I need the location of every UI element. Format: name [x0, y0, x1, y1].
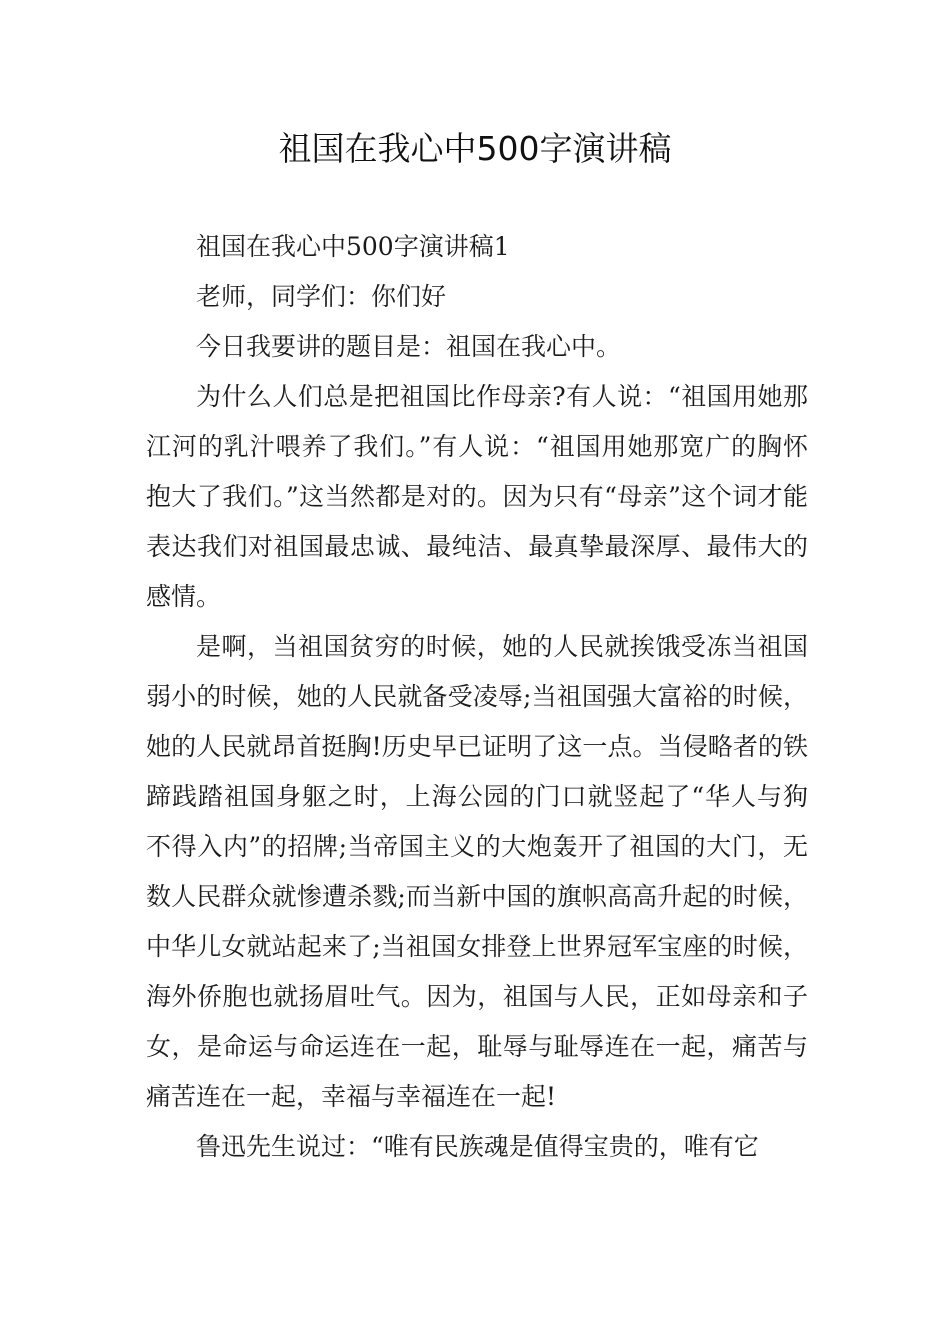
paragraph-greeting: 老师，同学们：你们好 [196, 282, 447, 311]
document-title: 祖国在我心中500字演讲稿 [278, 129, 672, 168]
paragraph-history: 是啊，当祖国贫穷的时候，她的人民就挨饿受冻当祖国弱小的时候，她的人民就备受凌辱;当祖国强大富裕的时候，她的人民就昂首挺胸!历史早已证明了这一点。当侵略者的铁蹄践踏祖国身躯之时，上海公园的门口就竖起了“华人与狗不得入内”的招牌;当帝国主义的大炮轰开了祖国的大门，无数人民群众就惨遭杀戮;而当新中国的旗帜高高升起的时候，中华儿女就站起来了;当祖国女排登上世界冠军宝座的时候，海外侨胞也就扬眉吐气。因为，祖国与人民，正如母亲和子女，是命运与命运连在一起，耻辱与耻辱连在一起，痛苦与痛苦连在一起，幸福与幸福连在一起! [146, 632, 808, 1111]
document-body [146, 222, 808, 1172]
paragraph-mother-metaphor: 为什么人们总是把祖国比作母亲?有人说：“祖国用她那江河的乳汁喂养了我们。”有人说：“祖国用她那宽广的胸怀抱大了我们。”这当然都是对的。因为只有“母亲”这个词才能表达我们对祖国最忠诚、最纯洁、最真挚最深厚、最伟大的感情。 [146, 382, 808, 611]
paragraph-lu-xun-quote: 鲁迅先生说过：“唯有民族魂是值得宝贵的，唯有它 [196, 1132, 759, 1161]
paragraph-topic: 今日我要讲的题目是：祖国在我心中。 [196, 332, 622, 361]
paragraph-subtitle: 祖国在我心中500字演讲稿1 [196, 232, 510, 261]
